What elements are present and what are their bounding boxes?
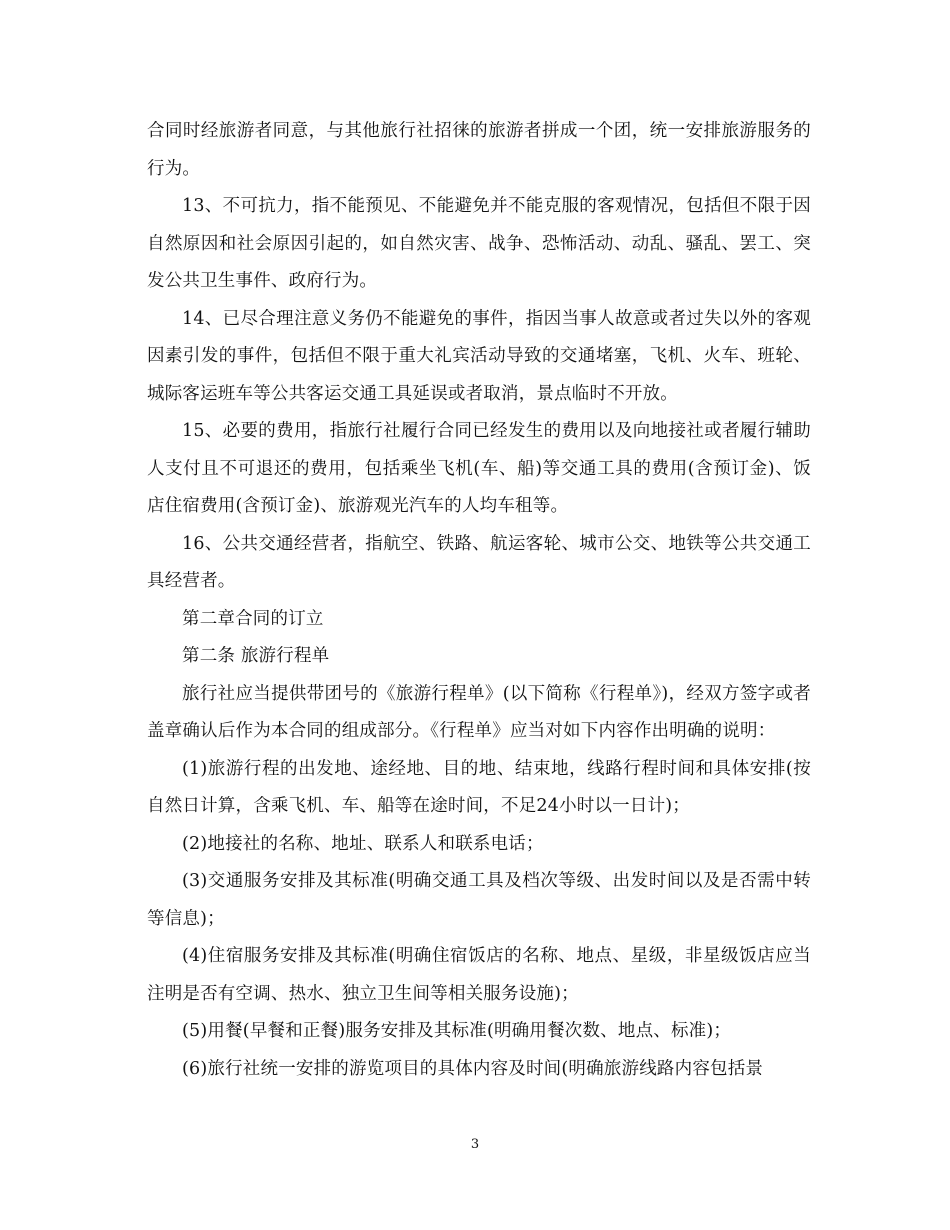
paragraph: 旅行社应当提供带团号的《旅游行程单》(以下简称《行程单》)，经双方签字或者盖章确认后作为本合同的组成部分。《行程单》应当对如下内容作出明确的说明： [147, 683, 811, 741]
list-item: (1)旅游行程的出发地、途经地、目的地、结束地，线路行程时间和具体安排(按自然日计算，含乘飞机、车、船等在途时间，不足24小时以一日计)； [147, 758, 811, 816]
page-body [147, 113, 811, 1088]
paragraph: 合同时经旅游者同意，与其他旅行社招徕的旅游者拼成一个团，统一安排旅游服务的行为。 [147, 121, 811, 179]
list-item: (5)用餐(早餐和正餐)服务安排及其标准(明确用餐次数、地点、标准)； [182, 1021, 732, 1041]
page-number: 3 [470, 1137, 480, 1152]
list-item: (6)旅行社统一安排的游览项目的具体内容及时间(明确旅游线路内容包括景 [182, 1058, 764, 1079]
paragraph: 16、公共交通经营者，指航空、铁路、航运客轮、城市公交、地铁等公共交通工具经营者。 [147, 533, 811, 591]
paragraph: 15、必要的费用，指旅行社履行合同已经发生的费用以及向地接社或者履行辅助人支付且不可退还的费用，包括乘坐飞机(车、船)等交通工具的费用(含预订金)、饭店住宿费用(含预订金)、旅游观光汽车的人均车租等。 [147, 421, 811, 516]
list-item: (3)交通服务安排及其标准(明确交通工具及档次等级、出发时间以及是否需中转等信息)； [147, 871, 811, 929]
paragraph: 13、不可抗力，指不能预见、不能避免并不能克服的客观情况，包括但不限于因自然原因和社会原因引起的，如自然灾害、战争、恐怖活动、动乱、骚乱、罢工、突发公共卫生事件、政府行为。 [147, 196, 811, 291]
paragraph: 14、已尽合理注意义务仍不能避免的事件，指因当事人故意或者过失以外的客观因素引发的事件，包括但不限于重大礼宾活动导致的交通堵塞，飞机、火车、班轮、城际客运班车等公共客运交通工具延误或者取消，景点临时不开放。 [147, 308, 811, 404]
chapter-heading: 第二章合同的订立 [182, 608, 324, 629]
list-item: (4)住宿服务安排及其标准(明确住宿饭店的名称、地点、星级，非星级饭店应当注明是否有空调、热水、独立卫生间等相关服务设施)； [147, 946, 811, 1004]
list-item: (2)地接社的名称、地址、联系人和联系电话； [182, 833, 544, 854]
article-heading: 第二条 旅游行程单 [182, 646, 330, 666]
